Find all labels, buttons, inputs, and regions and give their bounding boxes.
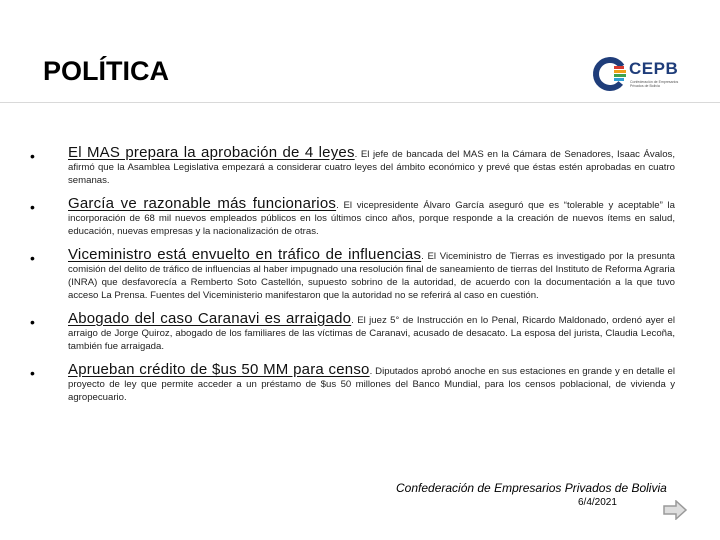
- logo-subtitle: Confederación de Empresarios Privados de Bolivia: [630, 80, 679, 88]
- bullet-icon: •: [30, 199, 35, 215]
- item-body: . El jefe de bancada del MAS en la Cámara de Senadores, Isaac Ávalos, afirmó que la Asamblea Legislativa empezará a considerar cuatro leyes del ámbito económico y prevé que éstas estén aprobadas en cuatro semanas.: [68, 149, 675, 186]
- item-body: . El juez 5° de Instrucción en lo Penal, Ricardo Maldonado, ordenó ayer el arraigo de Jorge Quiroz, abogado de los familiares de las víctimas de Caranavi, acusado de desacato. La esposa del jurista, Claudia Lecoña, también fue arraigada.: [68, 315, 676, 352]
- bullet-icon: •: [30, 365, 35, 381]
- item-body: . El Viceministro de Tierras es investigado por la presunta comisión del delito de tráfico de influencias al haber impugnado una resolución final de saneamiento de tierras del Instituto de Reforma Agraria (INRA) que desfavorecía a Remberto Soto Castellón, supuesto sobrino de la autoridad, de acuerdo con la documentación a la que tuvo acceso La Prensa. Fuentes del Viceministerio manifestaron que la autoridad no se referirá al caso en cuestión.: [68, 251, 675, 301]
- bullet-icon: •: [30, 250, 35, 266]
- item-headline: Aprueban crédito de $us 50 MM para censo: [68, 361, 370, 378]
- item-headline: Abogado del caso Caranavi es arraigado: [68, 310, 352, 327]
- item-text: [68, 146, 675, 187]
- footer-date: 6/4/2021: [578, 497, 617, 508]
- list-item: [30, 197, 675, 238]
- title-divider: [0, 102, 720, 103]
- item-headline: Viceministro está envuelto en tráfico de influencias: [68, 246, 422, 263]
- logo-text: CEPB: [629, 59, 679, 78]
- right-arrow-icon[interactable]: [662, 500, 688, 520]
- bullet-icon: •: [30, 314, 35, 330]
- footer-organization: Confederación de Empresarios Privados de Bolivia: [396, 481, 667, 495]
- page-title: POLÍTICA: [43, 56, 169, 86]
- item-text: [68, 363, 675, 404]
- item-text: [68, 197, 675, 238]
- list-item: [30, 363, 675, 404]
- list-item: [30, 248, 675, 302]
- item-text: [68, 312, 675, 353]
- item-headline: García ve razonable más funcionarios: [68, 195, 337, 212]
- item-body: . El vicepresidente Álvaro García aseguró que es “tolerable y aceptable” la incorporación de 68 mil nuevos empleados públicos en los últimos cinco años, porque responde a la creación de nuevos ítems en salud, educación, nuevas empresas y la nacionalización de otras.: [68, 200, 675, 237]
- list-item: [30, 146, 675, 187]
- item-headline: El MAS prepara la aprobación de 4 leyes: [68, 144, 355, 161]
- item-text: [68, 248, 675, 302]
- news-list: [30, 146, 675, 414]
- list-item: [30, 312, 675, 353]
- bullet-icon: •: [30, 148, 35, 164]
- item-body: . Diputados aprobó anoche en sus estaciones en grande y en detalle el proyecto de ley que permite acceder a un préstamo de $us 50 millones del Banco Mundial, para los censos poblacional, de vivienda y agropecuario.: [68, 366, 675, 403]
